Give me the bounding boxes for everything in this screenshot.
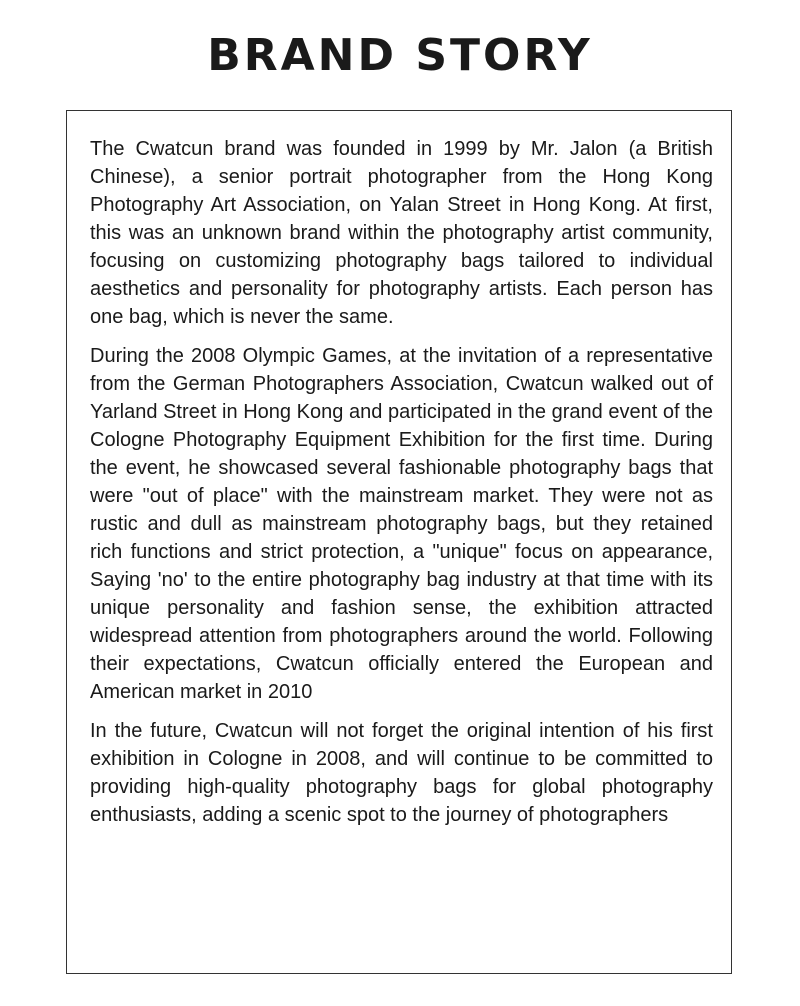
story-paragraph-olympics: During the 2008 Olympic Games, at the invitation of a representative from the German Photographers Association, Cwatcun walked out of Yarland Street in Hong Kong and participated in the grand event of the Cologne Photography Equipment Exhibition for the first time. During the event, he showcased several fashionable photography bags that were "out of place" with the mainstream market. They were not as rustic and dull as mainstream photography bags, but they retained rich functions and strict protection, a "unique" focus on appearance, Saying 'no' to the entire photography bag industry at that time with its unique personality and fashion sense, the exhibition attracted widespread attention from photographers around the world. Following their expectations, Cwatcun officially entered the European and American market in 2010 <box>90 345 713 703</box>
brand-story-box <box>66 110 732 974</box>
story-paragraph-founding: The Cwatcun brand was founded in 1999 by Mr. Jalon (a British Chinese), a senior portrait photographer from the Hong Kong Photography Art Association, on Yalan Street in Hong Kong. At first, this was an unknown brand within the photography artist community, focusing on customizing photography bags tailored to individual aesthetics and personality for photography artists. Each person has one bag, which is never the same. <box>90 138 713 328</box>
page-title: BRAND STORY <box>207 30 593 81</box>
story-paragraph-future: In the future, Cwatcun will not forget the original intention of his first exhibition in Cologne in 2008, and will continue to be committed to providing high-quality photography bags for global photography enthusiasts, adding a scenic spot to the journey of photographers <box>90 720 713 826</box>
